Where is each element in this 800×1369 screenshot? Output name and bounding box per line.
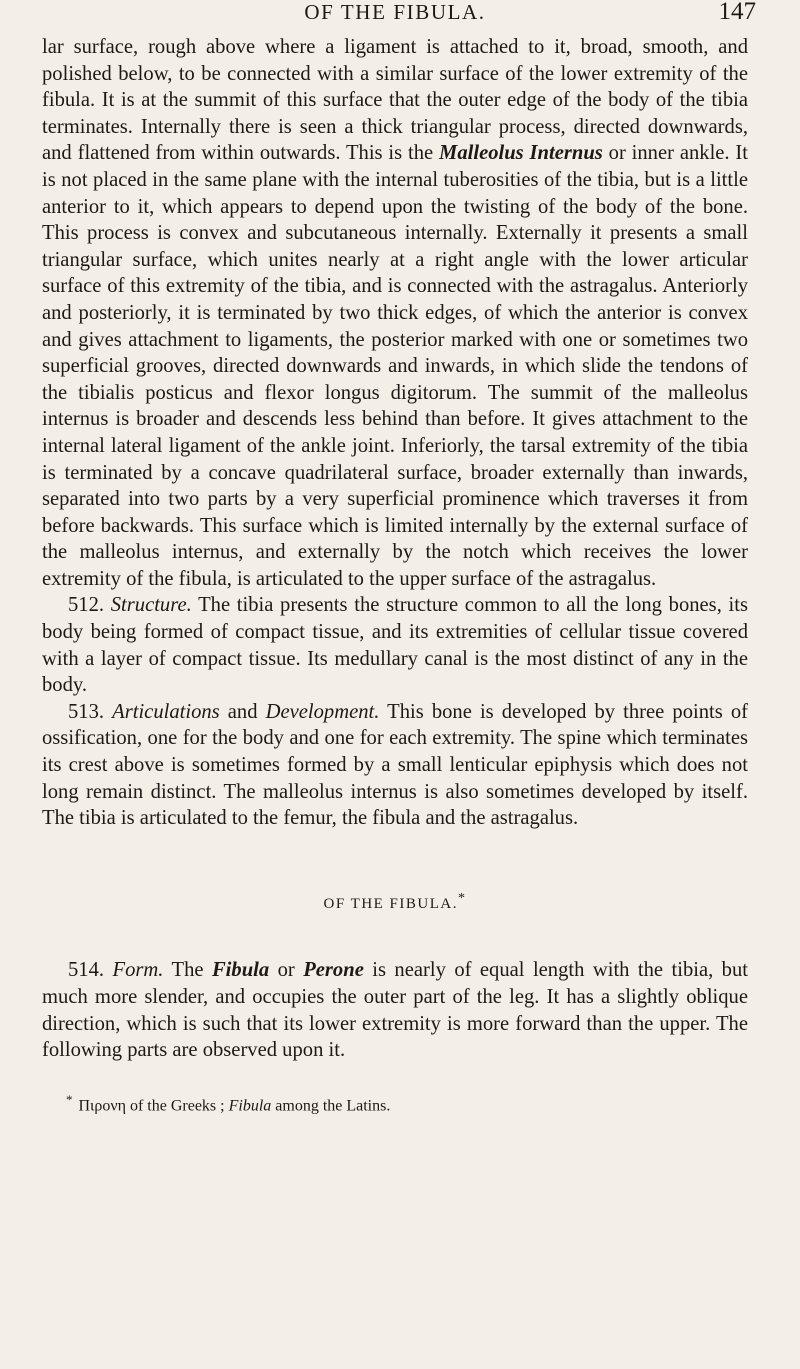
section-title: Articulations [112,700,220,723]
section-title: Development. [265,700,380,723]
fibula-heading-text: OF THE FIBULA. [323,895,458,912]
paragraph-text: or inner ankle. It is not placed in the same plane with the internal tuberosities of the tibia, but is a little anterior to it, which appears to depend upon the twisting of the body of the bone. This process is convex and subcutaneous internally. Externally it presents a small triangular surface, which unites nearly at a right angle with the lower articular surface of this extremity of the tibia, and is connected with the astragalus. Anteriorly and posteriorly, it is terminated by two thick edges, of which the anterior is convex and gives attachment to ligaments, the posterior marked with one or sometimes two superficial grooves, directed downwards and inwards, in which slide the tendons of the tibialis posticus and flexor longus digitorum. The summit of the malleolus internus is broader and descends less behind than before. It gives attachment to the internal lateral ligament of the ankle joint. Inferiorly, the tarsal extremity of the tibia is terminated by a concave quadrilateral surface, broader externally than inwards, separated into two parts by a very superficial prominence which traverses it from before backwards. This surface which is limited internally by the external surface of the malleolus internus, and externally by the notch which receives the lower extremity of the fibula, is articulated to the upper surface of the astragalus. [42,142,749,590]
section-number: 512. [68,594,105,617]
footnote-greek: Πιρονη [78,1097,126,1115]
section-title: Structure. [110,594,192,617]
fibula-heading [42,886,748,918]
section-512 [42,592,748,698]
section-text: The tibia presents the structure common to all the long bones, its body being formed of compact tissue, and its extremities of cellular tissue covered with a layer of compact tissue. Its medullary canal is the most distinct of any in the body. [42,594,748,697]
paragraph-tibia-lower-extremity [42,34,748,592]
footnote-reference: * [457,890,467,906]
section-title: Form. [112,959,164,982]
section-text: The [171,959,212,982]
section-title-joiner: and [227,700,258,723]
term-fibula: Fibula [211,959,270,982]
footnote-text: of the Greeks ; [125,1097,229,1115]
term-perone: Perone [303,959,364,982]
section-text: or [269,959,304,982]
section-514 [42,957,748,1063]
footnote-latin: Fibula [228,1097,272,1115]
running-title: OF THE FIBULA. [304,0,486,24]
paragraph-text: lar surface, rough above where a ligament is attached to it, broad, smooth, and polished below, to be connected with a similar surface of the lower extremity of the fibula. It is at the summit of this surface that the outer edge of the body of the tibia terminates. Internally there is seen a thick triangular process, directed downwards, and flattened from within outwards. This is the [42,36,748,165]
page-number: 147 [718,0,756,25]
section-text: This bone is developed by three points of ossification, one for the body and one for each extremity. The spine which terminates its crest above is sometimes formed by a small lenticular epiphysis which does not long remain distinct. The malleolus internus is also sometimes developed by itself. The tibia is articulated to the femur, the fibula and the astragalus. [42,700,748,830]
section-text: is nearly of equal length with the tibia, but much more slender, and occupies the outer part of the leg. It has a slightly oblique direction, which is such that its lower extremity is more forward than the upper. The following parts are observed upon it. [42,959,748,1062]
body-text [42,34,748,1116]
footnote [42,1090,748,1116]
running-head [42,0,756,34]
section-number: 514. [68,959,105,982]
term-malleolus-internus: Malleolus Internus [439,142,603,165]
section-513 [42,699,748,832]
footnote-mark: * [66,1091,73,1107]
footnote-text: among the Latins. [271,1097,391,1115]
section-number: 513. [68,700,105,723]
